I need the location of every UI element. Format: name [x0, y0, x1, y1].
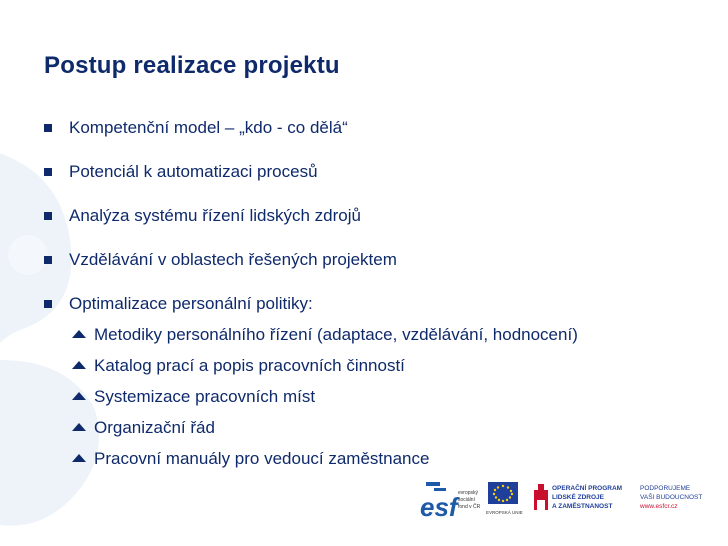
sub-bullet-item: [72, 356, 405, 376]
sub-bullet-item: [72, 449, 429, 469]
square-bullet-icon: [44, 256, 52, 264]
esf-logo: [420, 482, 460, 522]
bullet-text: Potenciál k automatizaci procesů: [69, 162, 318, 181]
svg-text:sociální: sociální: [458, 497, 475, 503]
eu-flag-icon: [486, 482, 523, 515]
sub-bullet-text: Pracovní manuály pro vedoucí zaměstnance: [94, 449, 430, 468]
triangle-bullet-icon: [72, 361, 86, 369]
svg-text:VAŠI BUDOUCNOST: VAŠI BUDOUCNOST: [640, 494, 703, 501]
bullet-item: [44, 118, 348, 138]
sub-bullet-item: [72, 418, 215, 438]
sub-bullet-item: [72, 325, 578, 345]
svg-text:fond v ČR: fond v ČR: [458, 504, 481, 510]
sub-bullet-text: Katalog prací a popis pracovních činností: [94, 356, 405, 375]
svg-text:LIDSKÉ ZDROJE: LIDSKÉ ZDROJE: [552, 494, 605, 501]
square-bullet-icon: [44, 300, 52, 308]
bullet-text: Vzdělávání v oblastech řešených projektem: [69, 250, 397, 269]
sub-bullet-text: Systemizace pracovních míst: [94, 387, 316, 406]
svg-text:A ZAMĚSTNANOST: A ZAMĚSTNANOST: [552, 503, 613, 510]
svg-text:OPERAČNÍ PROGRAM: OPERAČNÍ PROGRAM: [552, 485, 623, 492]
bullet-item: [44, 206, 361, 226]
square-bullet-icon: [44, 212, 52, 220]
svg-text:evropský: evropský: [458, 490, 479, 496]
triangle-bullet-icon: [72, 454, 86, 462]
support-text: [639, 485, 702, 510]
triangle-bullet-icon: [72, 392, 86, 400]
bullet-text: Analýza systému řízení lidských zdrojů: [69, 206, 361, 225]
eu-caption: EVROPSKÁ UNIE: [486, 510, 523, 515]
bullet-item: [44, 162, 318, 182]
bullet-text: Optimalizace personální politiky:: [69, 294, 313, 313]
svg-text:PODPORUJEME: PODPORUJEME: [640, 485, 691, 492]
triangle-bullet-icon: [72, 423, 86, 431]
bullet-item: [44, 294, 313, 314]
square-bullet-icon: [44, 124, 52, 132]
slide-title: Postup realizace projektu: [44, 52, 340, 79]
sub-bullet-text: Organizační řád: [94, 418, 215, 437]
esf-caption: [458, 490, 481, 510]
svg-text:www.esfcr.cz: www.esfcr.cz: [640, 503, 678, 510]
sub-bullet-text: Metodiky personálního řízení (adaptace, vzdělávání, hodnocení): [94, 325, 578, 344]
sub-bullet-item: [72, 387, 315, 407]
bullet-item: [44, 250, 397, 270]
footer-logos: [418, 478, 718, 524]
square-bullet-icon: [44, 168, 52, 176]
bullet-text: Kompetenční model – „kdo - co dělá“: [69, 118, 348, 137]
esf-logo-text: esf: [420, 492, 458, 522]
triangle-bullet-icon: [72, 330, 86, 338]
op-lzz-logo: [534, 483, 622, 510]
